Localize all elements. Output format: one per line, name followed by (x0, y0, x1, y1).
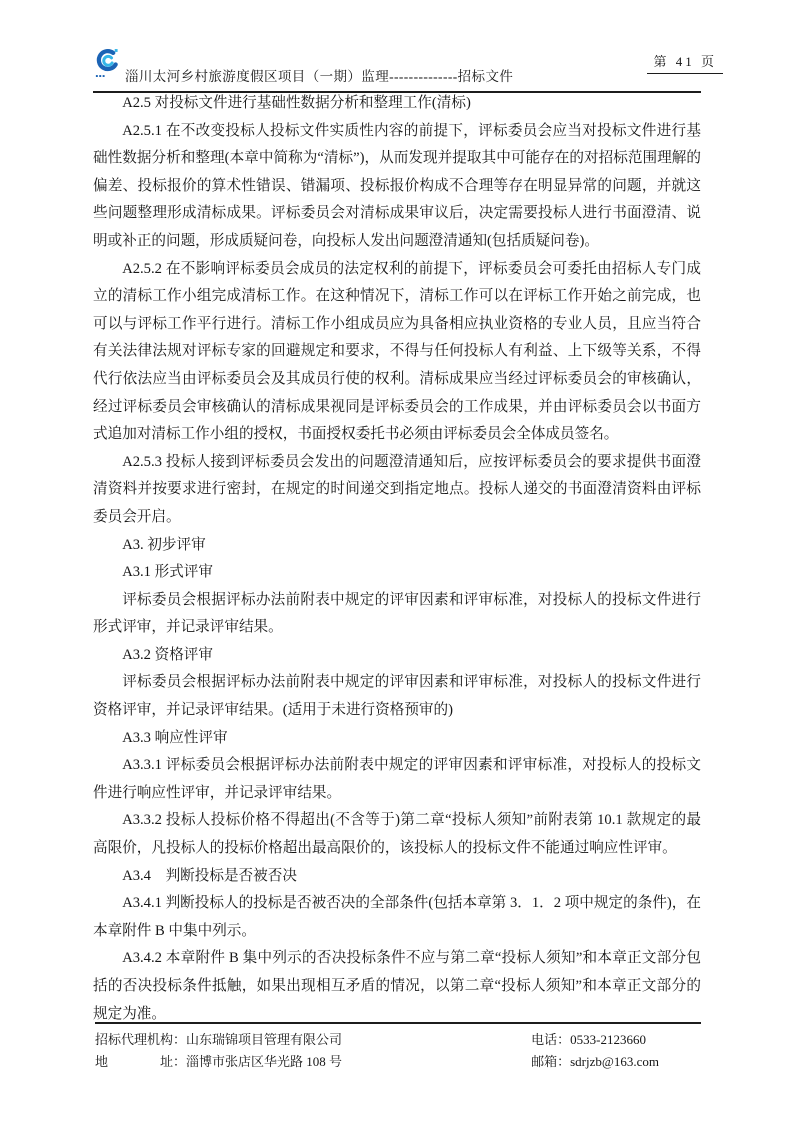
paragraph: A3. 初步评审 (122, 536, 206, 553)
paragraph: A3.2 资格评审 (122, 646, 213, 663)
paragraph: A3.4.2 本章附件 B 集中列示的否决投标条件不应与第二章“投标人须知”和本章正文部分包括的否决投标条件抵触，如果出现相互矛盾的情况，以第二章“投标人须知”和本章正文部分的规定为准。 (93, 950, 701, 1022)
email-label: 邮箱： (531, 1054, 571, 1069)
paragraph: 评标委员会根据评标办法前附表中规定的评审因素和评审标准，对投标人的投标文件进行形式评审，并记录评审结果。 (93, 591, 701, 636)
page-header (93, 46, 717, 93)
agency-line (95, 1029, 342, 1051)
paragraph: A3.3.2 投标人投标价格不得超出(不含等于)第二章“投标人须知”前附表第 10.1 款规定的最高限价，凡投标人的投标价格超出最高限价的，该投标人的投标文件不能通过响应性评审。 (93, 812, 701, 857)
paragraph: A2.5.1 在不改变投标人投标文件实质性内容的前提下，评标委员会应当对投标文件进行基础性数据分析和整理(本章中简称为“清标”)，从而发现并提取其中可能存在的对招标范围理解的偏差、投标报价的算术性错误、错漏项、投标报价构成不合理等存在明显异常的问题，并就这些问题整理形成清标成果。评标委员会对清标成果审议后，决定需要投标人进行书面澄清、说明或补正的问题，形成质疑问卷，向投标人发出问题澄清通知(包括质疑问卷)。 (93, 122, 701, 249)
page-number: 第 41 页 (647, 51, 723, 74)
phone-value: 0533-2123660 (570, 1032, 646, 1047)
paragraph: A2.5.3 投标人接到评标委员会发出的问题澄清通知后，应按评标委员会的要求提供书面澄清资料并按要求进行密封，在规定的时间递交到指定地点。投标人递交的书面澄清资料由评标委员会开启。 (93, 453, 701, 525)
agency-value: 山东瑞锦项目管理有限公司 (186, 1032, 343, 1047)
paragraph: 评标委员会根据评标办法前附表中规定的评审因素和评审标准，对投标人的投标文件进行资格评审，并记录评审结果。(适用于未进行资格预审的) (93, 674, 701, 719)
agency-label: 招标代理机构： (95, 1032, 187, 1047)
email-line (531, 1051, 659, 1073)
footer-right-column (531, 1029, 659, 1073)
company-swirl-logo-icon (93, 46, 120, 86)
paragraph: A2.5.2 在不影响评标委员会成员的法定权利的前提下，评标委员会可委托由招标人专门成立的清标工作小组完成清标工作。在这种情况下，清标工作可以在评标工作开始之前完成，也可以与评标工作平行进行。清标工作小组成员应为具备相应执业资格的专业人员，且应当符合有关法律法规对评标专家的回避规定和要求，不得与任何投标人有利益、上下级等关系，不得代行依法应当由评标委员会及其成员行使的权利。清标成果应当经过评标委员会的审核确认，经过评标委员会审核确认的清标成果视同是评标委员会的工作成果，并由评标委员会以书面方式追加对清标工作小组的授权，书面授权委托书必须由评标委员会全体成员签名。 (93, 260, 701, 443)
footer-left-column (95, 1029, 342, 1073)
address-label: 地 址： (95, 1054, 187, 1069)
paragraph: A3.3.1 评标委员会根据评标办法前附表中规定的评审因素和评审标准，对投标人的投标文件进行响应性评审，并记录评审结果。 (93, 757, 701, 801)
page-footer (95, 1022, 701, 1073)
phone-line (531, 1029, 659, 1051)
paragraph: A3.1 形式评审 (122, 564, 213, 581)
paragraph: A3.4.1 判断投标人的投标是否被否决的全部条件(包括本章第 3．1．2 项中规定的条件)，在本章附件 B 中集中列示。 (93, 895, 701, 939)
paragraph: A2.5 对投标文件进行基础性数据分析和整理工作(清标) (122, 95, 471, 111)
paragraph: A3.4 判断投标是否被否决 (122, 867, 297, 884)
address-value: 淄博市张店区华光路 108 号 (186, 1054, 343, 1069)
phone-label: 电话： (531, 1032, 571, 1047)
document-title: 淄川太河乡村旅游度假区项目（一期）监理--------------招标文件 (125, 69, 514, 84)
paragraph: A3.3 响应性评审 (122, 729, 228, 746)
address-line (95, 1051, 342, 1073)
document-body (93, 90, 701, 1028)
email-value: sdrjzb@163.com (570, 1054, 659, 1069)
